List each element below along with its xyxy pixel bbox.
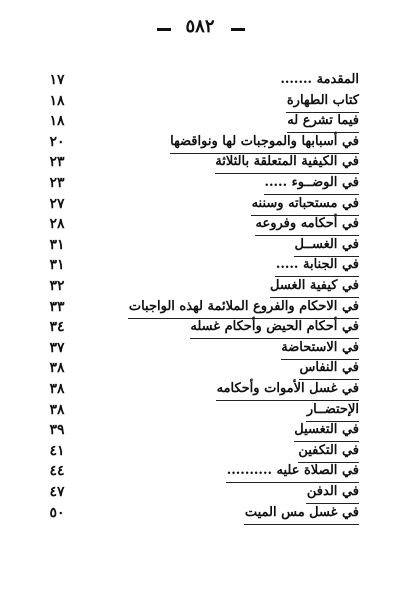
toc-entry [46,70,359,92]
page-number: ٥٨٢ [185,16,215,37]
toc-entry-underline [244,524,359,525]
page-header [0,16,400,40]
toc-entry-title: الإحتضــار [306,401,359,417]
toc-entry [46,111,359,133]
toc-entry-title: فيما تشرع له [287,113,359,129]
toc-entry [46,235,359,257]
toc-entry [46,255,359,277]
toc-entry-title: في الاستحاضة [281,339,359,355]
toc-entry [46,194,359,216]
toc-entry-page-number: ٢٨ [49,216,65,233]
toc-entry-title: في الوضــوء ..... [264,175,359,190]
toc-entry-page-number: ٢٠ [49,133,65,150]
toc-entry-title: في النفاس [299,360,359,376]
toc-entry-title: في التغسيل [294,422,359,438]
toc-entry [46,214,359,236]
toc-entry [46,420,359,442]
toc-entry [46,317,359,339]
toc-entry-title: في أحكامه وفروعه [255,216,359,232]
toc-entry-title: في كيفية الغسل [270,278,359,293]
toc-entry-title: في الدفن [306,484,359,499]
toc-entry-page-number: ٣١ [49,257,65,274]
toc-entry-page-number: ٥٠ [49,504,65,521]
toc-entry-title: في الاحكام والفروع الملائمة لهذه الواجبات [128,298,359,314]
toc-entry [46,152,359,174]
toc-entry-title: في مستحباته وسننه [251,195,359,211]
toc-entry-title: في الغســل [294,236,359,252]
toc-entry [46,358,359,380]
toc-entry [46,338,359,360]
toc-entry-page-number: ١٧ [49,72,65,88]
toc-entry [46,91,359,113]
toc-entry-page-number: ٣٤ [49,319,65,336]
header-dash-right [231,28,245,31]
toc-entry-page-number: ١٨ [49,113,65,130]
toc-entry-title: في الكيفية المتعلقة بالثلاثة [215,154,359,170]
toc-entry-title: في غسل مس الميت [244,504,359,520]
toc-entry-page-number: ٤٤ [49,463,65,480]
toc-entry-page-number: ٣١ [49,236,65,253]
toc-entry-title: في أحكام الحيض وأحكام غسله [190,319,359,335]
toc-entry [46,503,359,525]
toc-entry-page-number: ١٨ [49,92,65,109]
toc-entry-page-number: ٢٣ [49,154,65,171]
toc-entry-page-number: ٣٨ [49,401,65,418]
toc-entry [46,276,359,298]
toc-entry-page-number: ٣٣ [49,298,65,315]
toc-entry-page-number: ٢٧ [49,195,65,212]
toc-entry-page-number: ٣٨ [49,360,65,377]
toc-entry [46,461,359,483]
toc-entry-title: في أسبابها والموجبات لها ونواقضها [170,133,359,149]
toc-entry-title: في الصلاة عليه .......... [226,463,359,479]
toc-entry [46,132,359,154]
toc-entry-title: في التكفين [298,442,359,458]
table-of-contents [0,70,400,530]
toc-entry-page-number: ٣٢ [49,278,65,294]
toc-entry-title: في الجنابة ..... [275,257,359,273]
toc-entry [46,379,359,401]
toc-entry [46,482,359,504]
toc-entry-page-number: ٣٩ [49,422,65,439]
toc-entry [46,297,359,319]
toc-entry [46,441,359,463]
toc-entry-page-number: ٢٣ [49,175,65,191]
toc-entry-page-number: ٤١ [49,442,65,459]
toc-entry-title: في غسل الأموات وأحكامه [216,381,359,396]
toc-entry-title: كتاب الطهارة [286,92,359,108]
toc-entry-page-number: ٣٧ [49,339,65,356]
toc-entry [46,173,359,195]
toc-entry-page-number: ٣٨ [49,381,65,397]
toc-entry-page-number: ٤٧ [49,484,65,500]
toc-entry-title: المقدمة ....... [280,72,359,87]
toc-entry [46,400,359,422]
